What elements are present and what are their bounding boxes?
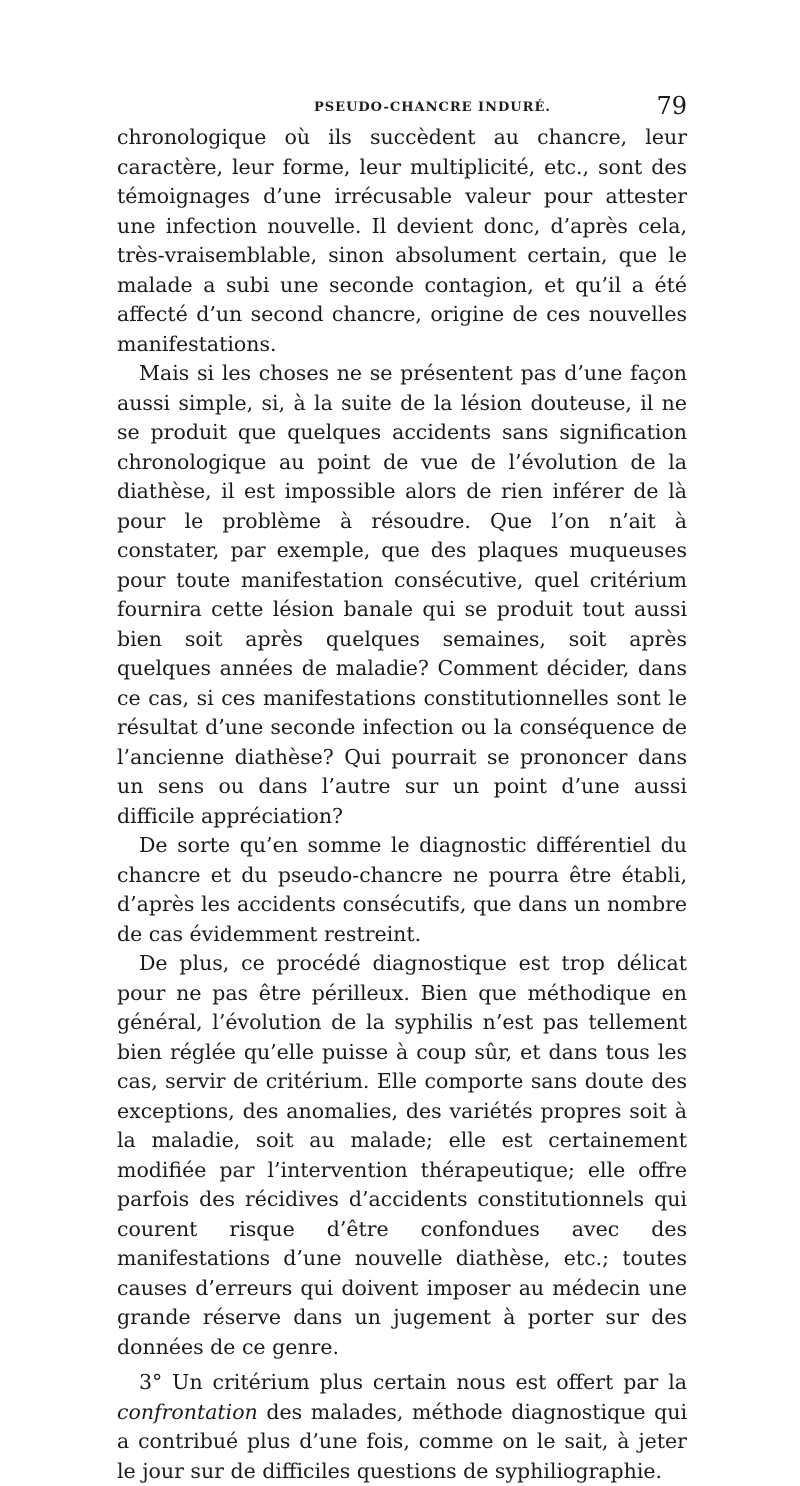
page-body xyxy=(117,123,687,1486)
running-title: PSEUDO-CHANCRE INDURÉ. xyxy=(314,100,551,115)
paragraph-5-lead: 3° Un critérium plus certain nous est offert par la xyxy=(139,1370,687,1394)
paragraph-2: Mais si les choses ne se présentent pas d’une façon aussi simple, si, à la suite de la lésion douteuse, il ne se produit que quelques accidents sans signification chronologique au point de vue de l’évolution de la diathèse, il est impossible alors de rien inférer de là pour le problème à résoudre. Que l’on n’ait à constater, par exemple, que des plaques muqueuses pour toute manifestation consécutive, quel critérium fournira cette lésion banale qui se produit tout aussi bien soit après quelques semaines, soit après quelques années de maladie? Comment décider, dans ce cas, si ces manifestations constitutionnelles sont le résultat d’une seconde infection ou la conséquence de l’ancienne diathèse? Qui pourrait se prononcer dans un sens ou dans l’autre sur un point d’une aussi difficile appréciation? xyxy=(117,361,687,828)
paragraph-5-emphasis: confrontation xyxy=(117,1399,258,1424)
running-header xyxy=(117,92,687,124)
paragraph-5 xyxy=(117,1368,687,1486)
page-number: 79 xyxy=(656,92,687,120)
paragraph-3: De sorte qu’en somme le diagnostic différentiel du chancre et du pseudo-chancre ne pourra être établi, d’après les accidents consécutifs, que dans un nombre de cas évidemment restreint. xyxy=(117,833,687,946)
paragraph-4: De plus, ce procédé diagnostique est trop délicat pour ne pas être périlleux. Bien que méthodique en général, l’évolution de la syphilis n’est pas tellement bien réglée qu’elle puisse à coup sûr, et dans tous les cas, servir de critérium. Elle comporte sans doute des exceptions, des anomalies, des variétés propres soit à la maladie, soit au malade; elle est certainement modifiée par l’intervention thérapeutique; elle offre parfois des récidives d’accidents constitutionnels qui courent risque d’être confondues avec des manifestations d’une nouvelle diathèse, etc.; toutes causes d’erreurs qui doivent imposer au médecin une grande réserve dans un jugement à porter sur des données de ce genre. xyxy=(117,951,687,1359)
paragraph-5-tail: des malades, méthode diagnostique qui a contribué plus d’une fois, comme on le sait, à jeter le jour sur de difficiles questions de syphiliographie. xyxy=(117,1399,687,1483)
paragraph-1: chronologique où ils succèdent au chancre, leur caractère, leur forme, leur multiplicité, etc., sont des témoignages d’une irrécusable valeur pour attester une infection nouvelle. Il devient donc, d’après cela, très-vraisemblable, sinon absolument certain, que le malade a subi une seconde contagion, et qu’il a été affecté d’un second chancre, origine de ces nouvelles manifestations. xyxy=(117,125,687,356)
